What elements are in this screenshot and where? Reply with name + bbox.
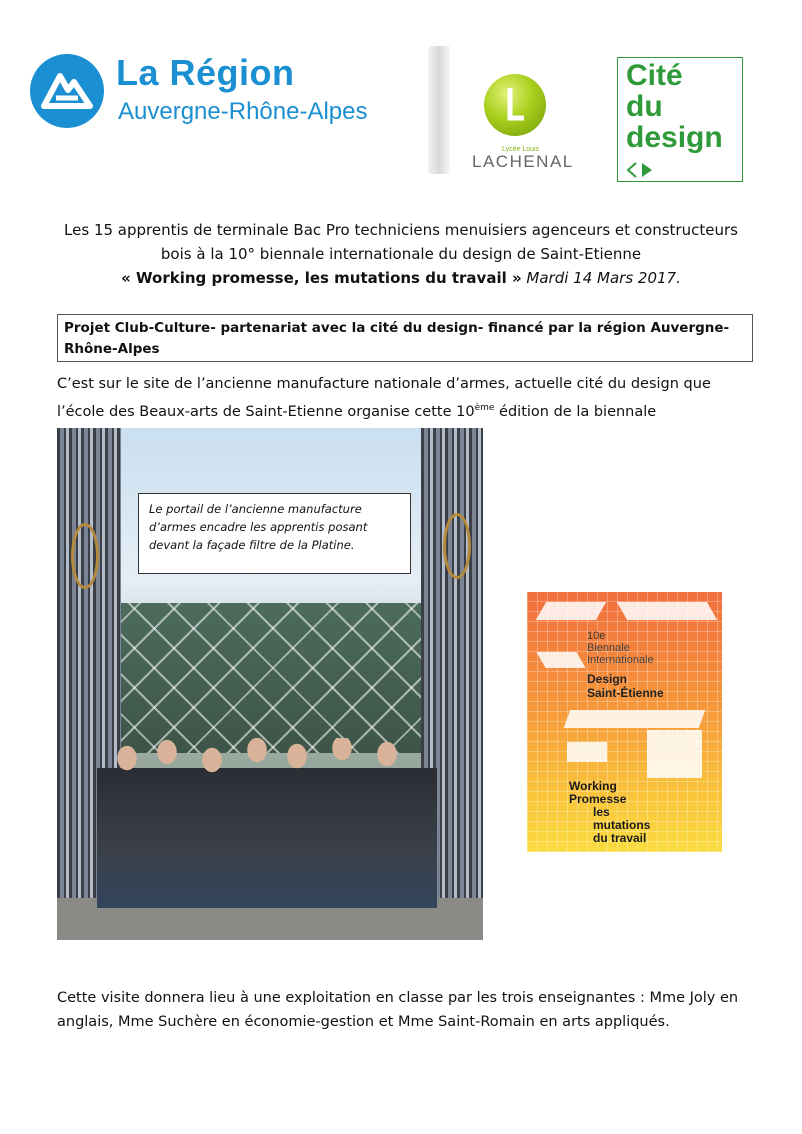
region-mountain-icon (30, 54, 104, 128)
poster-edition: 10e (587, 630, 606, 642)
poster-shape (536, 602, 606, 620)
cite-du-design-logo (617, 57, 743, 182)
lycee-logo-name: LACHENAL (472, 152, 574, 171)
poster-du-travail: du travail (593, 831, 647, 845)
context-superscript: ème (474, 403, 495, 413)
poster-les: les (593, 805, 610, 819)
intro-heading (40, 218, 762, 290)
poster-promesse: Promesse (569, 792, 627, 806)
photo-caption: Le portail de l’ancienne manufacture d’armes encadre les apprentis posant devant la façade filtre de la Platine. (138, 493, 411, 574)
poster-shape (567, 742, 607, 762)
intro-line-1: Les 15 apprentis de terminale Bac Pro techniciens menuisiers agenceurs et constructeurs (64, 221, 738, 239)
poster-mutations: mutations (593, 818, 651, 832)
lycee-logo-border (428, 46, 450, 174)
lycee-logo (428, 46, 578, 176)
poster-line-4: Saint-Étienne (587, 686, 664, 700)
poster-shape (536, 652, 585, 668)
region-logo (30, 52, 410, 134)
context-text-end: édition de la biennale (499, 403, 657, 420)
cite-logo-line1: Cité (626, 59, 683, 92)
region-logo-name: La Région (116, 52, 295, 93)
intro-line-2: bois à la 10° biennale internationale du design de Saint-Etienne (160, 245, 642, 263)
lycee-ball-icon (484, 74, 546, 136)
exhibition-title: « Working promesse, les mutations du travail » (121, 269, 522, 287)
poster-line-1: Biennale (587, 642, 630, 654)
conclusion-paragraph: Cette visite donnera lieu à une exploitation en classe par les trois enseignantes : Mme Joly en anglais, Mme Suchère en économie-gestion et Mme Saint-Romain en arts appliqués. (57, 990, 739, 1030)
biennale-poster (527, 592, 722, 852)
arrows-icon (626, 162, 660, 182)
poster-line-2: Internationale (587, 654, 654, 666)
intro-line-3 (40, 266, 762, 290)
poster-line-3: Design (587, 672, 628, 686)
building-facade (119, 603, 427, 753)
poster-working: Working (569, 779, 617, 793)
lycee-logo-small-text: Lycée Louis (502, 146, 540, 153)
project-box: Projet Club-Culture- partenariat avec la cité du design- financé par la région Auvergne-Rhône-Alpes (57, 314, 753, 362)
poster-shape (564, 710, 706, 728)
cite-logo-line3: design (626, 121, 723, 154)
context-text-start: C’est sur le site de l’ancienne manufacture nationale d’armes, actuelle cité du design que l’école des Beaux-arts de Saint-Etienne organise cette 10 (57, 376, 711, 420)
student-group (97, 738, 437, 908)
visit-date: Mardi 14 Mars 2017. (526, 269, 681, 287)
gate-ornament-right (443, 513, 471, 579)
region-logo-subtitle: Auvergne-Rhône-Alpes (118, 98, 368, 125)
cite-logo-line2: du (626, 90, 663, 123)
poster-shape (647, 730, 702, 778)
gate-ornament-left (71, 523, 99, 589)
poster-shape (617, 602, 717, 620)
